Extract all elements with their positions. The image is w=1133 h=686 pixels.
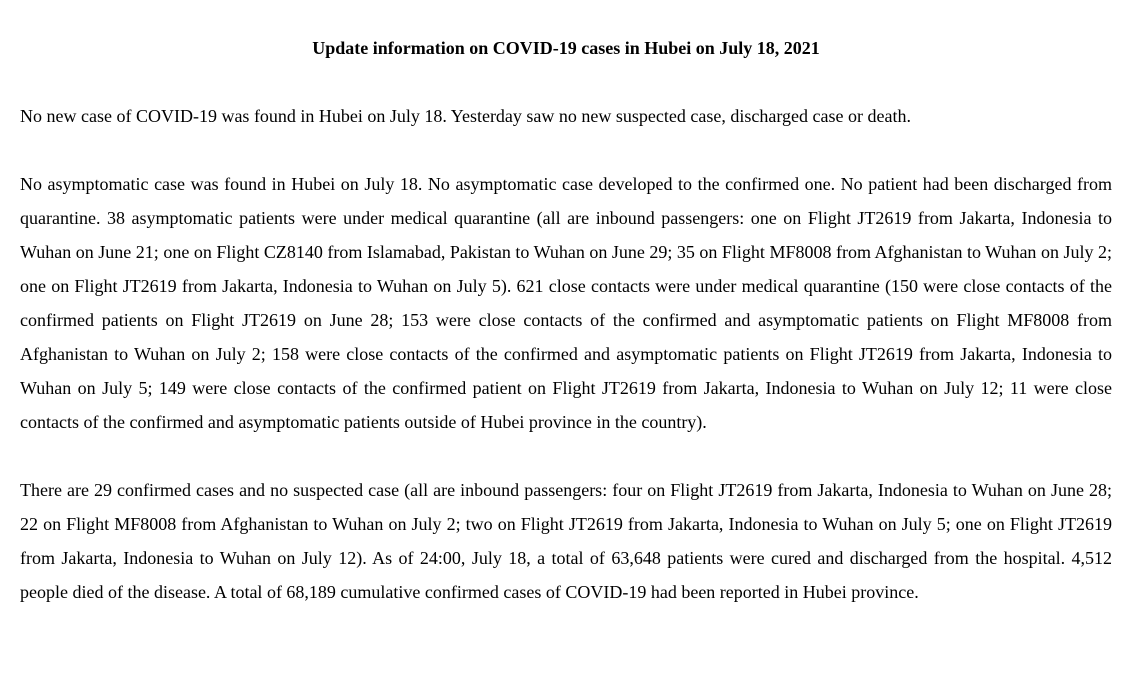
document-title: Update information on COVID-19 cases in Hubei on July 18, 2021 (312, 38, 820, 58)
paragraph-confirmed-cases: There are 29 confirmed cases and no suspected case (all are inbound passengers: four on Flight JT2619 from Jakarta, Indonesia to Wuhan on June 28; 22 on Flight MF8008 from Afghanistan to Wuhan on July 2; two on Flight JT2619 from Jakarta, Indonesia to Wuhan on July 5; one on Flight JT2619 from Jakarta, Indonesia to Wuhan on July 12). As of 24:00, July 18, a total of 63,648 patients were cured and discharged from the hospital. 4,512 people died of the disease. A total of 68,189 cumulative confirmed cases of COVID-19 had been reported in Hubei province. (20, 480, 1112, 602)
paragraph-asymptomatic-cases: No asymptomatic case was found in Hubei on July 18. No asymptomatic case developed to the confirmed one. No patient had been discharged from quarantine. 38 asymptomatic patients were under medical quarantine (all are inbound passengers: one on Flight JT2619 from Jakarta, Indonesia to Wuhan on June 21; one on Flight CZ8140 from Islamabad, Pakistan to Wuhan on June 29; 35 on Flight MF8008 from Afghanistan to Wuhan on July 2; one on Flight JT2619 from Jakarta, Indonesia to Wuhan on July 5). 621 close contacts were under medical quarantine (150 were close contacts of the confirmed patients on Flight JT2619 on June 28; 153 were close contacts of the confirmed and asymptomatic patients on Flight MF8008 from Afghanistan to Wuhan on July 2; 158 were close contacts of the confirmed and asymptomatic patients on Flight JT2619 from Jakarta, Indonesia to Wuhan on July 5; 149 were close contacts of the confirmed patient on Flight JT2619 from Jakarta, Indonesia to Wuhan on July 12; 11 were close contacts of the confirmed and asymptomatic patients outside of Hubei province in the country). (20, 174, 1112, 432)
paragraph-new-cases: No new case of COVID-19 was found in Hubei on July 18. Yesterday saw no new suspected case, discharged case or death. (20, 106, 911, 126)
